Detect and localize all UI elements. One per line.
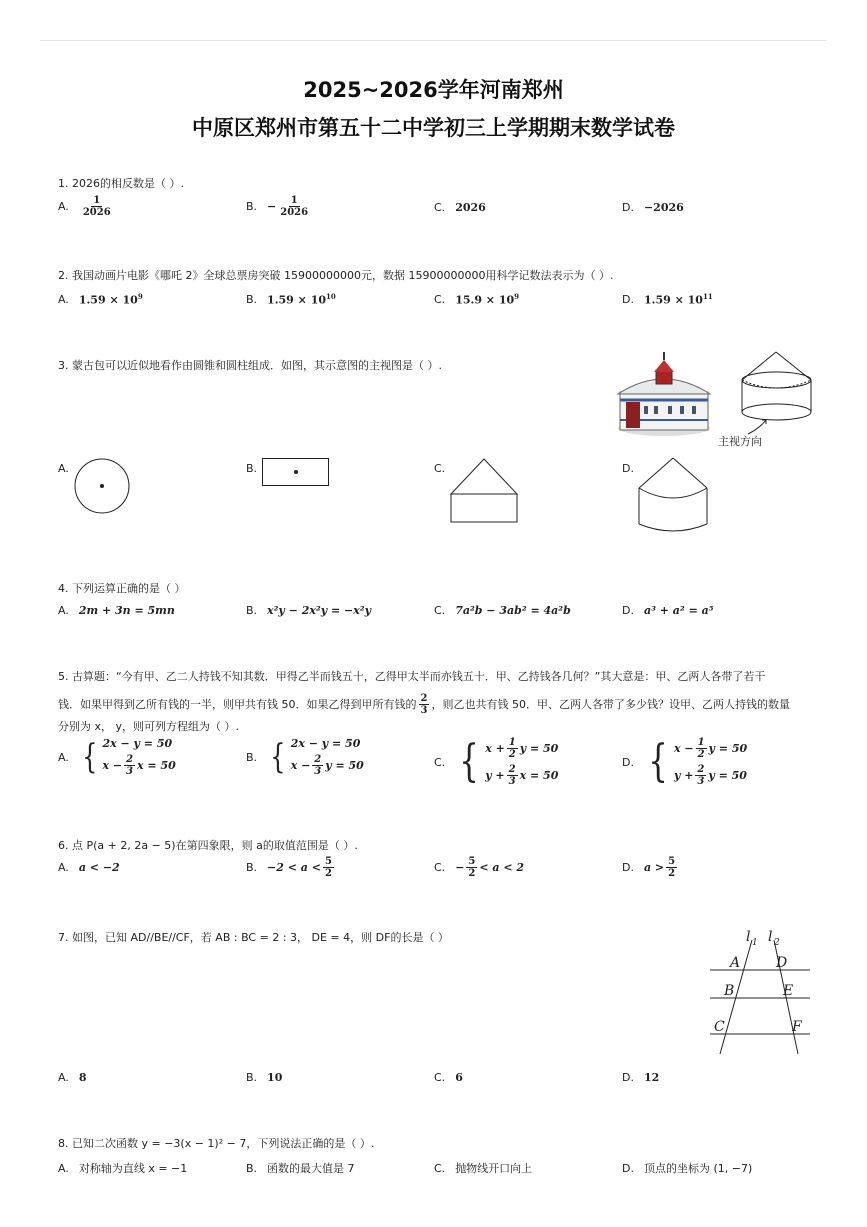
option-value: 6 [455,1071,463,1084]
fraction-numerator: 2 [508,764,516,775]
q6-option-a[interactable] [58,861,120,874]
q7-option-b[interactable] [246,1071,282,1084]
question-8-stem: 8. 已知二次函数 y = −3(x − 1)² − 7，下列说法正确的是（ ）. [58,1137,375,1150]
label-l1-sub: 1 [752,938,758,948]
option-value: a < −2 [78,861,120,874]
option-value: 10 [267,1071,283,1084]
cone-cylinder-diagram [738,350,818,445]
q8-option-d[interactable] [622,1160,752,1176]
equation-part: x − [102,759,123,772]
option-label: A. [58,200,69,213]
option-label: A. [58,750,69,764]
option-label: B. [246,200,258,213]
option-label: C. [434,755,446,769]
fraction-numerator: 5 [324,856,332,867]
option-label: C. [434,201,446,214]
fraction-numerator: 1 [697,737,705,748]
q4-option-a[interactable] [58,604,175,617]
stem-text: 钱．如果甲得到乙所有钱的一半，则甲共有钱 50．如果乙得到甲所有钱的 [58,697,417,711]
q1-option-d[interactable] [622,201,684,214]
q7-option-c[interactable] [434,1071,463,1084]
minus-sign: − [455,861,465,874]
fraction-numerator: 5 [668,856,676,867]
option-label: A. [58,292,69,306]
option-value: 1.59 × 10 [643,293,703,307]
fraction-denominator: 3 [126,766,134,777]
minus-sign: − [267,200,277,213]
label-f: F [792,1019,802,1035]
option-label: B. [246,604,258,617]
fraction-numerator: 1 [290,195,298,206]
q2-option-d[interactable] [622,292,713,307]
q7-option-a[interactable] [58,1071,86,1084]
equation-part: x − [673,742,694,755]
q6-option-c[interactable] [434,856,524,879]
q6-option-d[interactable] [622,856,679,879]
q3-circle-figure [74,458,130,514]
fraction-denominator: 3 [420,705,428,716]
fraction-denominator: 2 [508,749,516,760]
label-e: E [783,983,794,999]
question-5-stem-line3: 分别为 x， y，则可列方程组为（ ）. [58,720,240,733]
option-value: 函数的最大值是 7 [267,1162,355,1175]
fraction-denominator: 2026 [82,207,111,218]
option-value: 抛物线开口向上 [455,1162,533,1175]
q3-triangle-rectangle-figure [450,457,520,525]
label-l2: l [768,929,773,945]
label-d: D [776,955,788,971]
q1-option-c[interactable] [434,201,486,214]
option-value: a³ + a² = a⁵ [643,604,714,617]
q4-option-d[interactable] [622,604,714,617]
option-value: −2026 [643,201,684,214]
equation-part: x = 50 [137,759,176,772]
option-label: B. [246,292,258,306]
option-label: D. [622,462,634,475]
exponent: 9 [514,292,520,301]
fraction-numerator: 2 [126,754,134,765]
q2-option-a[interactable] [58,292,143,307]
option-value: 对称轴为直线 x = −1 [78,1162,188,1175]
q3-cone-cylinder-figure [638,456,710,534]
q7-option-d[interactable] [622,1071,659,1084]
option-label: A. [58,1071,69,1084]
q1-option-b[interactable] [246,195,312,218]
option-value: 1.59 × 10 [267,293,327,307]
option-label: C. [434,462,446,475]
option-value: 2m + 3n = 5mn [78,604,175,617]
option-value: 12 [643,1071,660,1084]
q8-option-b[interactable] [246,1160,355,1176]
q4-option-b[interactable] [246,604,371,617]
equation: 2x − y = 50 [290,737,361,750]
fraction-numerator: 2 [314,754,322,765]
fraction-denominator: 2 [324,868,332,879]
exponent: 10 [326,292,336,301]
q5-option-a[interactable] [58,737,176,777]
option-label: C. [434,1161,446,1175]
label-l2-sub: 2 [774,938,780,948]
option-value: 15.9 × 10 [455,293,515,307]
parallel-lines-figure [706,926,814,1060]
question-3-stem: 3. 蒙古包可以近似地看作由圆锥和圆柱组成．如图，其示意图的主视图是（ ）. [58,359,442,372]
stem-text: ，则乙也共有钱 50．甲、乙两人各带了多少钱？设甲、乙两人持钱的数量 [431,697,790,711]
q8-option-c[interactable] [434,1160,532,1176]
option-label: B. [246,750,258,764]
option-label: C. [434,1071,446,1084]
equation-part: y = 50 [519,742,559,755]
question-1-stem: 1. 2026的相反数是（ ）. [58,177,184,190]
equation-part: x = 50 [519,769,559,782]
equation-part: x − [290,759,311,772]
question-7-stem: 7. 如图，已知 AD//BE//CF，若 AB : BC = 2 : 3， DE = 4，则 DF的长是（ ） [58,931,449,944]
option-value: < a < 2 [479,861,525,874]
fraction-denominator: 3 [697,776,705,787]
option-label: C. [434,861,446,874]
option-label: A. [58,861,69,874]
q1-option-a[interactable] [58,195,115,218]
equation-part: y = 50 [708,769,747,782]
fraction-numerator: 2 [697,764,705,775]
equation-part: y + [485,769,505,782]
label-b: B [724,983,735,999]
page-title-line1: 2025~2026学年河南郑州 [303,78,564,102]
equation-part: y = 50 [325,759,364,772]
option-label: D. [622,1071,634,1084]
q5-option-c[interactable] [434,737,558,787]
fraction-numerator: 2 [420,693,428,704]
equation-part: x + [485,742,505,755]
option-label: B. [246,462,258,475]
fraction-denominator: 2 [697,749,705,760]
option-value: −2 < a < [267,861,321,874]
fraction-denominator: 3 [314,766,322,777]
option-label: A. [58,1161,69,1175]
option-label: B. [246,1071,258,1084]
label-a: A [730,955,741,971]
fraction-denominator: 2 [668,868,676,879]
equation: 2x − y = 50 [102,737,173,750]
exponent: 9 [137,292,143,301]
fraction-numerator: 1 [508,737,516,748]
fraction-denominator: 2026 [280,207,309,218]
option-label: D. [622,201,634,214]
brace-icon: { [459,736,479,787]
option-value: x²y − 2x²y = −x²y [267,604,371,617]
question-2-stem: 2. 我国动画片电影《哪吒 2》全球总票房突破 15900000000元，数据 15900000000用科学记数法表示为（ ）. [58,269,614,282]
fraction-denominator: 2 [468,868,476,879]
option-value: 1.59 × 10 [78,293,138,307]
fraction-numerator: 5 [468,856,476,867]
q5-option-b[interactable] [246,737,364,777]
page-title-line2: 中原区郑州市第五十二中学初三上学期期末数学试卷 [192,116,675,140]
option-value: 顶点的坐标为 (1, −7) [643,1162,753,1175]
option-label: D. [622,604,634,617]
option-label: B. [246,861,258,874]
label-l1: l [746,929,751,945]
equation-part: y = 50 [708,742,748,755]
exponent: 11 [702,292,713,301]
q3-rectangle-figure [262,458,330,488]
option-label: D. [622,861,634,874]
option-value: a > [643,861,665,874]
top-divider [40,40,827,41]
option-value: 2026 [455,201,486,214]
option-label: D. [622,755,634,769]
option-label: B. [246,1161,258,1175]
brace-icon: { [270,737,286,777]
equation-part: y + [673,769,694,782]
option-value: 7a²b − 3ab² = 4a²b [455,604,571,617]
option-label: D. [622,1161,634,1175]
q2-option-b[interactable] [246,292,336,307]
brace-icon: { [648,736,668,787]
fraction-numerator: 1 [93,195,101,206]
q5-option-d[interactable] [622,737,747,787]
question-6-stem: 6. 点 P(a + 2, 2a − 5)在第四象限，则 a的取值范围是（ ）. [58,839,358,852]
question-5-stem-line1: 5. 古算题：“今有甲、乙二人持钱不知其数．甲得乙半而钱五十，乙得甲太半而亦钱五十．甲、乙持钱各几何？”其大意是：甲、乙两人各带了若干 [58,670,766,683]
q2-option-c[interactable] [434,292,519,307]
option-label: D. [622,292,634,306]
q6-option-b[interactable] [246,856,336,879]
option-label: A. [58,462,69,475]
q4-option-c[interactable] [434,604,571,617]
yurt-photo [614,350,714,440]
question-5-stem-line2 [58,693,790,716]
option-value: 8 [78,1071,87,1084]
option-label: C. [434,604,446,617]
brace-icon: { [82,737,98,777]
q8-option-a[interactable] [58,1160,187,1176]
option-label: C. [434,292,446,306]
option-label: A. [58,604,69,617]
view-direction-label: 主视方向 [718,435,762,448]
label-c: C [714,1019,725,1035]
fraction-denominator: 3 [508,776,516,787]
question-4-stem: 4. 下列运算正确的是（ ） [58,582,186,595]
